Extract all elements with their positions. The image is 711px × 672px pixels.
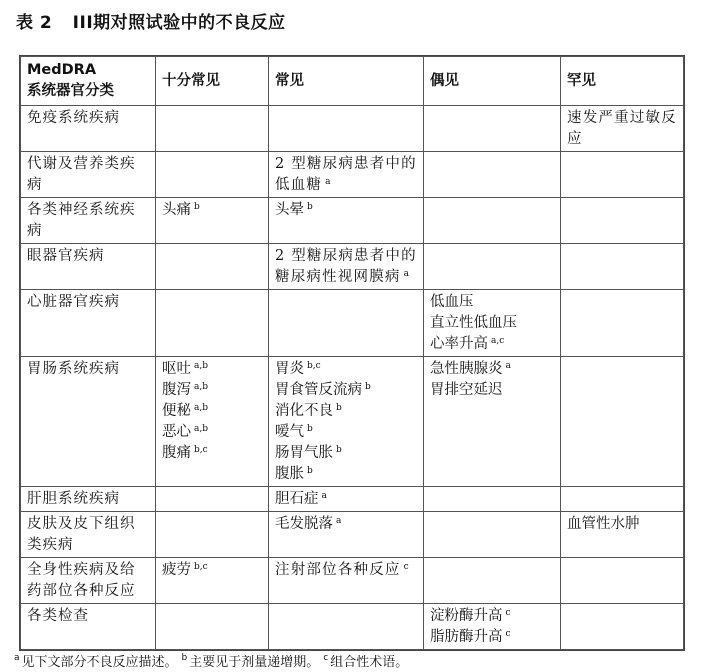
very-common-cell <box>156 512 269 558</box>
reaction-term: 注射部位各种反应 $^c$ <box>275 562 409 578</box>
reaction-term: 嗳气 $^b$ <box>275 424 313 440</box>
table-row <box>21 558 684 604</box>
reaction-term: 便秘 $^{a,b}$ <box>162 403 208 419</box>
rare-cell <box>561 558 684 604</box>
very-common-cell <box>156 487 269 512</box>
footnote-marker: b,c <box>194 562 208 572</box>
reaction-term: 胃食管反流病 $^b$ <box>275 382 371 398</box>
reaction-term: 胃炎 $^{b,c}$ <box>275 361 321 377</box>
rare-cell <box>561 152 684 198</box>
table-row <box>21 487 684 512</box>
common-cell <box>269 198 424 244</box>
uncommon-cell <box>424 357 561 487</box>
rare-cell <box>561 244 684 290</box>
reaction-term: 2 型糖尿病患者中的糖尿病性视网膜病 $^a$ <box>275 248 417 285</box>
uncommon-cell <box>424 106 561 152</box>
soc-cell: 皮肤及皮下组织类疾病 <box>21 512 156 558</box>
footnote-marker: b <box>336 403 342 413</box>
rare-cell <box>561 106 684 152</box>
very-common-cell <box>156 604 269 650</box>
rare-cell <box>561 487 684 512</box>
uncommon-cell <box>424 604 561 650</box>
footnote-marker: b <box>194 202 200 212</box>
reaction-term: 腹胀 $^b$ <box>275 466 313 482</box>
header-row <box>21 57 684 106</box>
header-very-common: 十分常见 <box>156 57 269 106</box>
table-number: 表 2 <box>16 13 53 33</box>
uncommon-cell <box>424 244 561 290</box>
header-common: 常见 <box>269 57 424 106</box>
soc-cell: 胃肠系统疾病 <box>21 357 156 487</box>
very-common-cell <box>156 244 269 290</box>
footnote-marker: a <box>403 269 409 279</box>
reaction-term: 血管性水肿 <box>567 516 640 532</box>
table-row <box>21 357 684 487</box>
footnote-marker: b,c <box>307 361 321 371</box>
table-row <box>21 152 684 198</box>
footnote-marker: a <box>321 491 327 501</box>
footnote-marker: c <box>403 562 409 572</box>
common-cell <box>269 152 424 198</box>
common-cell <box>269 290 424 357</box>
soc-cell: 眼器官疾病 <box>21 244 156 290</box>
footnote-marker: a,c <box>491 336 505 346</box>
reaction-term: 呕吐 $^{a,b}$ <box>162 361 208 377</box>
footnote-marker: b <box>307 202 313 212</box>
rare-cell <box>561 290 684 357</box>
footnote-marker: a <box>336 516 342 526</box>
reaction-term: 毛发脱落 $^a$ <box>275 516 342 532</box>
footnote-marker: b <box>365 382 371 392</box>
reaction-term: 2 型糖尿病患者中的低血糖 $^a$ <box>275 156 417 193</box>
reaction-term: 疲劳 $^{b,c}$ <box>162 562 208 578</box>
table-row <box>21 244 684 290</box>
footnote-marker: a <box>505 361 511 371</box>
uncommon-cell <box>424 198 561 244</box>
footnote-marker: a <box>325 177 331 187</box>
table-row <box>21 198 684 244</box>
soc-cell: 心脏器官疾病 <box>21 290 156 357</box>
footnote-c: $^c$ 组合性术语。 <box>323 653 409 670</box>
common-cell <box>269 512 424 558</box>
rare-cell <box>561 357 684 487</box>
table-row <box>21 106 684 152</box>
common-cell <box>269 487 424 512</box>
reaction-term: 速发严重过敏反应 <box>567 110 677 147</box>
table-caption: III期对照试验中的不良反应 <box>72 13 286 33</box>
reaction-term: 头晕 $^b$ <box>275 202 313 218</box>
footnote-marker: b,c <box>194 445 208 455</box>
very-common-cell <box>156 357 269 487</box>
adverse-reactions-table <box>20 56 684 650</box>
reaction-term: 肠胃气胀 $^b$ <box>275 445 342 461</box>
footnote-marker: b <box>307 466 313 476</box>
soc-cell: 各类神经系统疾病 <box>21 198 156 244</box>
table-body <box>21 106 684 650</box>
table-title <box>16 8 286 33</box>
reaction-term: 急性胰腺炎 $^a$ <box>430 361 511 377</box>
soc-cell: 免疫系统疾病 <box>21 106 156 152</box>
footnote-marker: b <box>336 445 342 455</box>
reaction-term: 心率升高 $^{a,c}$ <box>430 336 505 352</box>
header-rare: 罕见 <box>561 57 684 106</box>
table-row <box>21 290 684 357</box>
reaction-term: 低血压 <box>430 294 474 310</box>
footnote-marker: a,b <box>194 424 208 434</box>
common-cell <box>269 604 424 650</box>
footnote-marker: a,b <box>194 382 208 392</box>
reaction-term: 腹泻 $^{a,b}$ <box>162 382 208 398</box>
footnote-a: $^a$ 见下文部分不良反应描述。 <box>14 653 178 670</box>
common-cell <box>269 558 424 604</box>
uncommon-cell <box>424 152 561 198</box>
reaction-term: 恶心 $^{a,b}$ <box>162 424 208 440</box>
reaction-term: 胆石症 $^a$ <box>275 491 327 507</box>
very-common-cell <box>156 106 269 152</box>
uncommon-cell <box>424 512 561 558</box>
header-soc: MedDRA 系统器官分类 <box>21 57 156 106</box>
footnote-marker: c <box>505 629 511 639</box>
reaction-term: 直立性低血压 <box>430 315 517 331</box>
very-common-cell <box>156 290 269 357</box>
footnote-marker: c <box>505 608 511 618</box>
reaction-term: 头痛 $^b$ <box>162 202 200 218</box>
reaction-term: 淀粉酶升高 $^c$ <box>430 608 511 624</box>
uncommon-cell <box>424 487 561 512</box>
table-row <box>21 604 684 650</box>
footnotes <box>14 651 408 670</box>
footnote-marker: a,b <box>194 403 208 413</box>
header-uncommon: 偶见 <box>424 57 561 106</box>
common-cell <box>269 357 424 487</box>
uncommon-cell <box>424 558 561 604</box>
soc-cell: 全身性疾病及给药部位各种反应 <box>21 558 156 604</box>
very-common-cell <box>156 198 269 244</box>
rare-cell <box>561 604 684 650</box>
rare-cell <box>561 512 684 558</box>
footnote-b: $^b$ 主要见于剂量递增期。 <box>181 653 320 670</box>
soc-cell: 代谢及营养类疾病 <box>21 152 156 198</box>
uncommon-cell <box>424 290 561 357</box>
very-common-cell <box>156 152 269 198</box>
common-cell <box>269 244 424 290</box>
table-row <box>21 512 684 558</box>
common-cell <box>269 106 424 152</box>
footnote-marker: a,b <box>194 361 208 371</box>
reaction-term: 消化不良 $^b$ <box>275 403 342 419</box>
reaction-term: 脂肪酶升高 $^c$ <box>430 629 511 645</box>
footnote-marker: b <box>307 424 313 434</box>
rare-cell <box>561 198 684 244</box>
soc-cell: 各类检查 <box>21 604 156 650</box>
very-common-cell <box>156 558 269 604</box>
soc-cell: 肝胆系统疾病 <box>21 487 156 512</box>
reaction-term: 腹痛 $^{b,c}$ <box>162 445 208 461</box>
reaction-term: 胃排空延迟 <box>430 382 503 398</box>
